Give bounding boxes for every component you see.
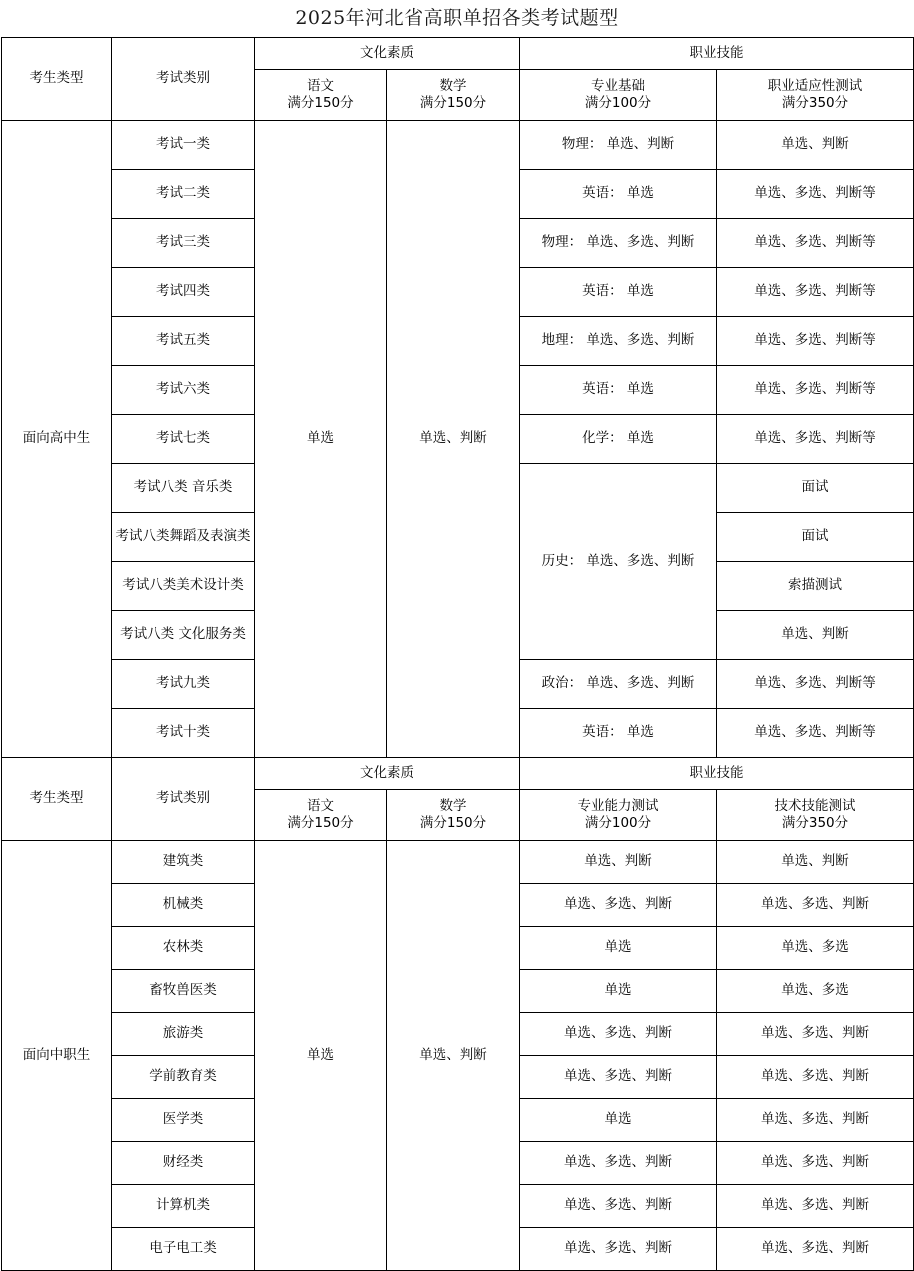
cell-aptitude: 单选、多选、判断等 <box>717 170 914 219</box>
header-subject-chinese-name: 语文 <box>307 77 334 94</box>
cell-major-ability: 单选、多选、判断 <box>520 1228 717 1271</box>
cell-major-basis: 化学： 单选 <box>520 415 717 464</box>
header-subject-tech-skill-name-2: 技术技能测试 <box>774 797 856 814</box>
header-group-culture: 文化素质 <box>255 38 520 70</box>
header-subject-chinese-score: 满分150分 <box>287 95 354 111</box>
cell-exam-category: 考试六类 <box>112 366 255 415</box>
header-subject-math <box>387 70 520 121</box>
cell-major-basis: 英语： 单选 <box>520 268 717 317</box>
header-exam-category: 考试类别 <box>112 38 255 121</box>
cell-major-ability: 单选、多选、判断 <box>520 1142 717 1185</box>
cell-tech-skill: 单选、多选、判断 <box>717 884 914 927</box>
cell-tech-skill: 单选、多选、判断 <box>717 1228 914 1271</box>
cell-major-ability: 单选 <box>520 1099 717 1142</box>
cell-tech-skill: 单选、多选、判断 <box>717 1185 914 1228</box>
header-subject-tech-skill-2 <box>717 790 914 841</box>
header-subject-major-ability-2 <box>520 790 717 841</box>
cell-exam-category: 农林类 <box>112 927 255 970</box>
header-subject-chinese-name-2: 语文 <box>307 797 334 814</box>
cell-major-ability: 单选、多选、判断 <box>520 1056 717 1099</box>
cell-math-all: 单选、判断 <box>387 121 520 758</box>
cell-major-basis: 地理： 单选、多选、判断 <box>520 317 717 366</box>
table-row <box>2 841 914 884</box>
header-subject-math-score-2: 满分150分 <box>419 815 487 831</box>
cell-math-all-2: 单选、判断 <box>387 841 520 1271</box>
cell-aptitude: 面试 <box>717 513 914 562</box>
cell-exam-category: 考试七类 <box>112 415 255 464</box>
cell-major-ability: 单选、多选、判断 <box>520 884 717 927</box>
header-subject-major-basis-score: 满分100分 <box>584 95 652 111</box>
header-candidate-type-2: 考生类型 <box>2 758 112 841</box>
cell-major-ability: 单选 <box>520 970 717 1013</box>
header-subject-math-name-2: 数学 <box>439 797 467 814</box>
cell-aptitude: 单选、多选、判断等 <box>717 709 914 758</box>
cell-tech-skill: 单选、多选 <box>717 970 914 1013</box>
table-header-row-groups <box>2 38 914 70</box>
header-subject-major-ability-name-2: 专业能力测试 <box>577 797 659 814</box>
cell-major-basis-history: 历史： 单选、多选、判断 <box>520 464 717 660</box>
cell-aptitude: 索描测试 <box>717 562 914 611</box>
cell-exam-category: 计算机类 <box>112 1185 255 1228</box>
cell-chinese-all-2: 单选 <box>255 841 387 1271</box>
cell-tech-skill: 单选、多选、判断 <box>717 1099 914 1142</box>
cell-exam-category: 学前教育类 <box>112 1056 255 1099</box>
header-subject-aptitude-score: 满分350分 <box>781 95 849 111</box>
cell-aptitude: 单选、多选、判断等 <box>717 415 914 464</box>
cell-tech-skill: 单选、多选 <box>717 927 914 970</box>
cell-exam-category: 考试八类舞蹈及表演类 <box>112 513 255 562</box>
header-subject-major-basis-name: 专业基础 <box>591 77 645 94</box>
cell-exam-category: 畜牧兽医类 <box>112 970 255 1013</box>
cell-exam-category: 建筑类 <box>112 841 255 884</box>
cell-exam-category: 医学类 <box>112 1099 255 1142</box>
cell-exam-category: 考试一类 <box>112 121 255 170</box>
cell-aptitude: 单选、多选、判断等 <box>717 219 914 268</box>
header-subject-major-basis <box>520 70 717 121</box>
header-subject-aptitude <box>717 70 914 121</box>
cell-aptitude: 单选、多选、判断等 <box>717 660 914 709</box>
cell-major-basis: 物理： 单选、多选、判断 <box>520 219 717 268</box>
cell-tech-skill: 单选、多选、判断 <box>717 1056 914 1099</box>
cell-major-ability: 单选 <box>520 927 717 970</box>
cell-exam-category: 考试三类 <box>112 219 255 268</box>
cell-exam-category: 考试五类 <box>112 317 255 366</box>
cell-exam-category: 考试八类 文化服务类 <box>112 611 255 660</box>
header-subject-math-name: 数学 <box>439 77 467 94</box>
cell-exam-category: 考试二类 <box>112 170 255 219</box>
cell-aptitude: 单选、判断 <box>717 121 914 170</box>
header-subject-major-ability-score-2: 满分100分 <box>584 815 652 831</box>
cell-aptitude: 面试 <box>717 464 914 513</box>
cell-major-basis: 物理： 单选、判断 <box>520 121 717 170</box>
cell-exam-category: 考试十类 <box>112 709 255 758</box>
cell-candidate-type-vocational: 面向中职生 <box>2 841 112 1271</box>
header-subject-chinese-score-2: 满分150分 <box>287 815 354 831</box>
cell-aptitude: 单选、多选、判断等 <box>717 366 914 415</box>
cell-aptitude: 单选、多选、判断等 <box>717 317 914 366</box>
cell-tech-skill: 单选、多选、判断 <box>717 1142 914 1185</box>
table-row <box>2 121 914 170</box>
header-group-vocational-2: 职业技能 <box>520 758 914 790</box>
cell-chinese-all: 单选 <box>255 121 387 758</box>
table-header-row-groups-2 <box>2 758 914 790</box>
header-subject-tech-skill-score-2: 满分350分 <box>781 815 849 831</box>
cell-major-ability: 单选、多选、判断 <box>520 1185 717 1228</box>
cell-major-basis: 政治： 单选、多选、判断 <box>520 660 717 709</box>
header-subject-aptitude-name: 职业适应性测试 <box>767 77 863 94</box>
cell-exam-category: 考试四类 <box>112 268 255 317</box>
cell-exam-category: 考试八类 音乐类 <box>112 464 255 513</box>
cell-exam-category: 电子电工类 <box>112 1228 255 1271</box>
header-subject-chinese-2 <box>255 790 387 841</box>
cell-exam-category: 财经类 <box>112 1142 255 1185</box>
header-group-vocational: 职业技能 <box>520 38 914 70</box>
cell-exam-category: 考试九类 <box>112 660 255 709</box>
cell-exam-category: 机械类 <box>112 884 255 927</box>
cell-major-basis: 英语： 单选 <box>520 709 717 758</box>
cell-major-ability: 单选、多选、判断 <box>520 1013 717 1056</box>
header-exam-category-2: 考试类别 <box>112 758 255 841</box>
cell-aptitude: 单选、判断 <box>717 611 914 660</box>
cell-candidate-type-high-school: 面向高中生 <box>2 121 112 758</box>
page-title: 2025年河北省高职单招各类考试题型 <box>295 7 619 29</box>
cell-tech-skill: 单选、判断 <box>717 841 914 884</box>
header-candidate-type: 考生类型 <box>2 38 112 121</box>
cell-major-basis: 英语： 单选 <box>520 366 717 415</box>
header-group-culture-2: 文化素质 <box>255 758 520 790</box>
header-subject-math-2 <box>387 790 520 841</box>
header-subject-math-score: 满分150分 <box>419 95 487 111</box>
header-subject-chinese <box>255 70 387 121</box>
cell-exam-category: 考试八类美术设计类 <box>112 562 255 611</box>
cell-major-ability: 单选、判断 <box>520 841 717 884</box>
cell-major-basis: 英语： 单选 <box>520 170 717 219</box>
cell-exam-category: 旅游类 <box>112 1013 255 1056</box>
exam-table-high-school <box>1 37 914 1271</box>
cell-tech-skill: 单选、多选、判断 <box>717 1013 914 1056</box>
cell-aptitude: 单选、多选、判断等 <box>717 268 914 317</box>
